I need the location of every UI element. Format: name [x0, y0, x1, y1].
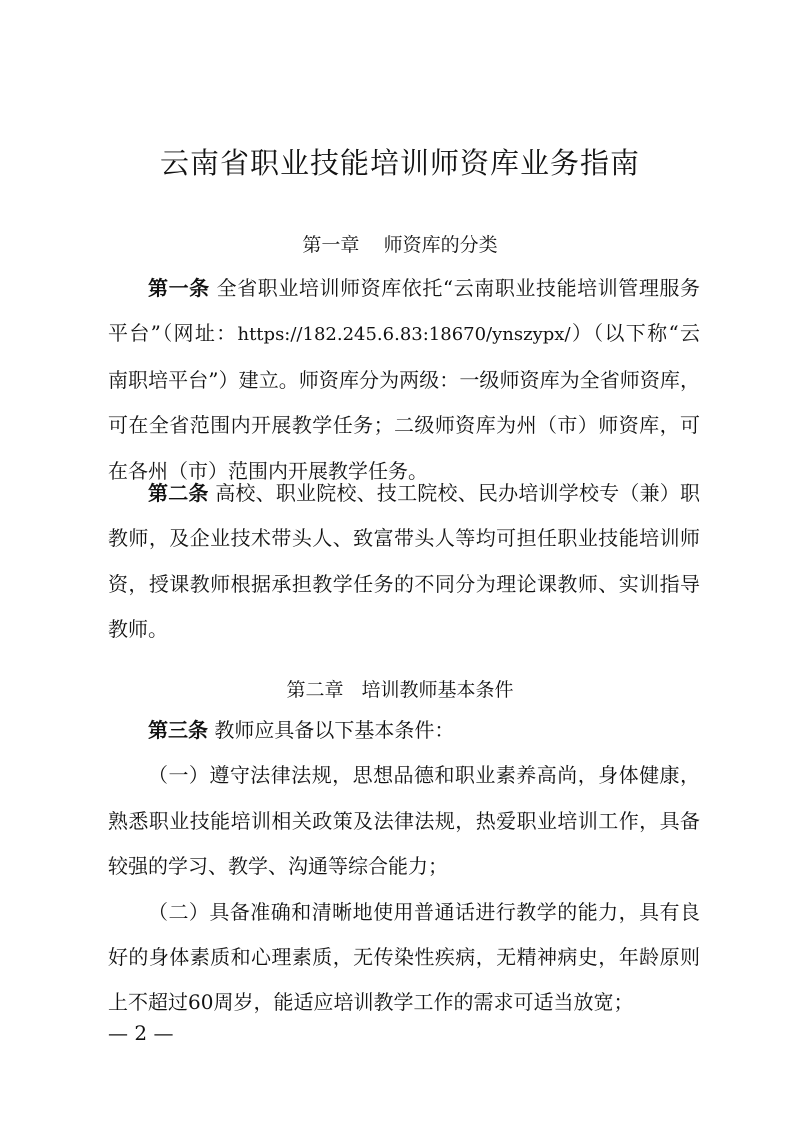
article-3-item-1: （一）遵守法律法规，思想品德和职业素养高尚，身体健康，熟悉职业技能培训相关政策及法律法规，热爱职业培训工作，具备较强的学习、教学、沟通等综合能力；: [108, 763, 700, 879]
platform-url: https://182.245.6.83:18670/ynszypx/: [237, 324, 571, 346]
article-3-paragraph: [108, 708, 700, 753]
article-1-text-after-url: ）（以下称“云南职培平台”）建立。师资库分为两级：一级师资库为全省师资库，可在全省范围内开展教学任务；二级师资库为州（市）师资库，可在各州（市）范围内开展教学任务。: [108, 321, 700, 483]
article-2-block: [108, 471, 700, 653]
article-2-label: 第二条: [148, 481, 209, 505]
article-3-block: [108, 708, 700, 1026]
document-title: 云南省职业技能培训师资库业务指南: [159, 146, 640, 180]
page-number: — 2 —: [108, 1021, 174, 1045]
article-1-block: [108, 266, 700, 494]
chapter-1-heading: 第一章 师资库的分类: [302, 234, 498, 256]
article-1-text-before-url: 全省职业培训师资库依托“云南职业技能培训管理服务平台”（网址：: [108, 276, 700, 346]
article-3-text: 教师应具备以下基本条件：: [208, 718, 455, 742]
article-3-item-2: （二）具备准确和清晰地使用普通话进行教学的能力，具有良好的身体素质和心理素质，无传染性疾病，无精神病史，年龄原则上不超过60周岁，能适应培训教学工作的需求可适当放宽；: [108, 899, 700, 1015]
article-1-label: 第一条: [148, 276, 210, 300]
article-2-paragraph: [108, 471, 700, 653]
article-2-text: 高校、职业院校、技工院校、民办培训学校专（兼）职教师，及企业技术带头人、致富带头人等均可担任职业技能培训师资，授课教师根据承担教学任务的不同分为理论课教师、实训指导教师。: [108, 481, 701, 642]
chapter-2-heading: 第二章 培训教师基本条件: [286, 679, 514, 701]
article-3-label: 第三条: [148, 718, 208, 742]
article-1-paragraph: [108, 266, 700, 494]
